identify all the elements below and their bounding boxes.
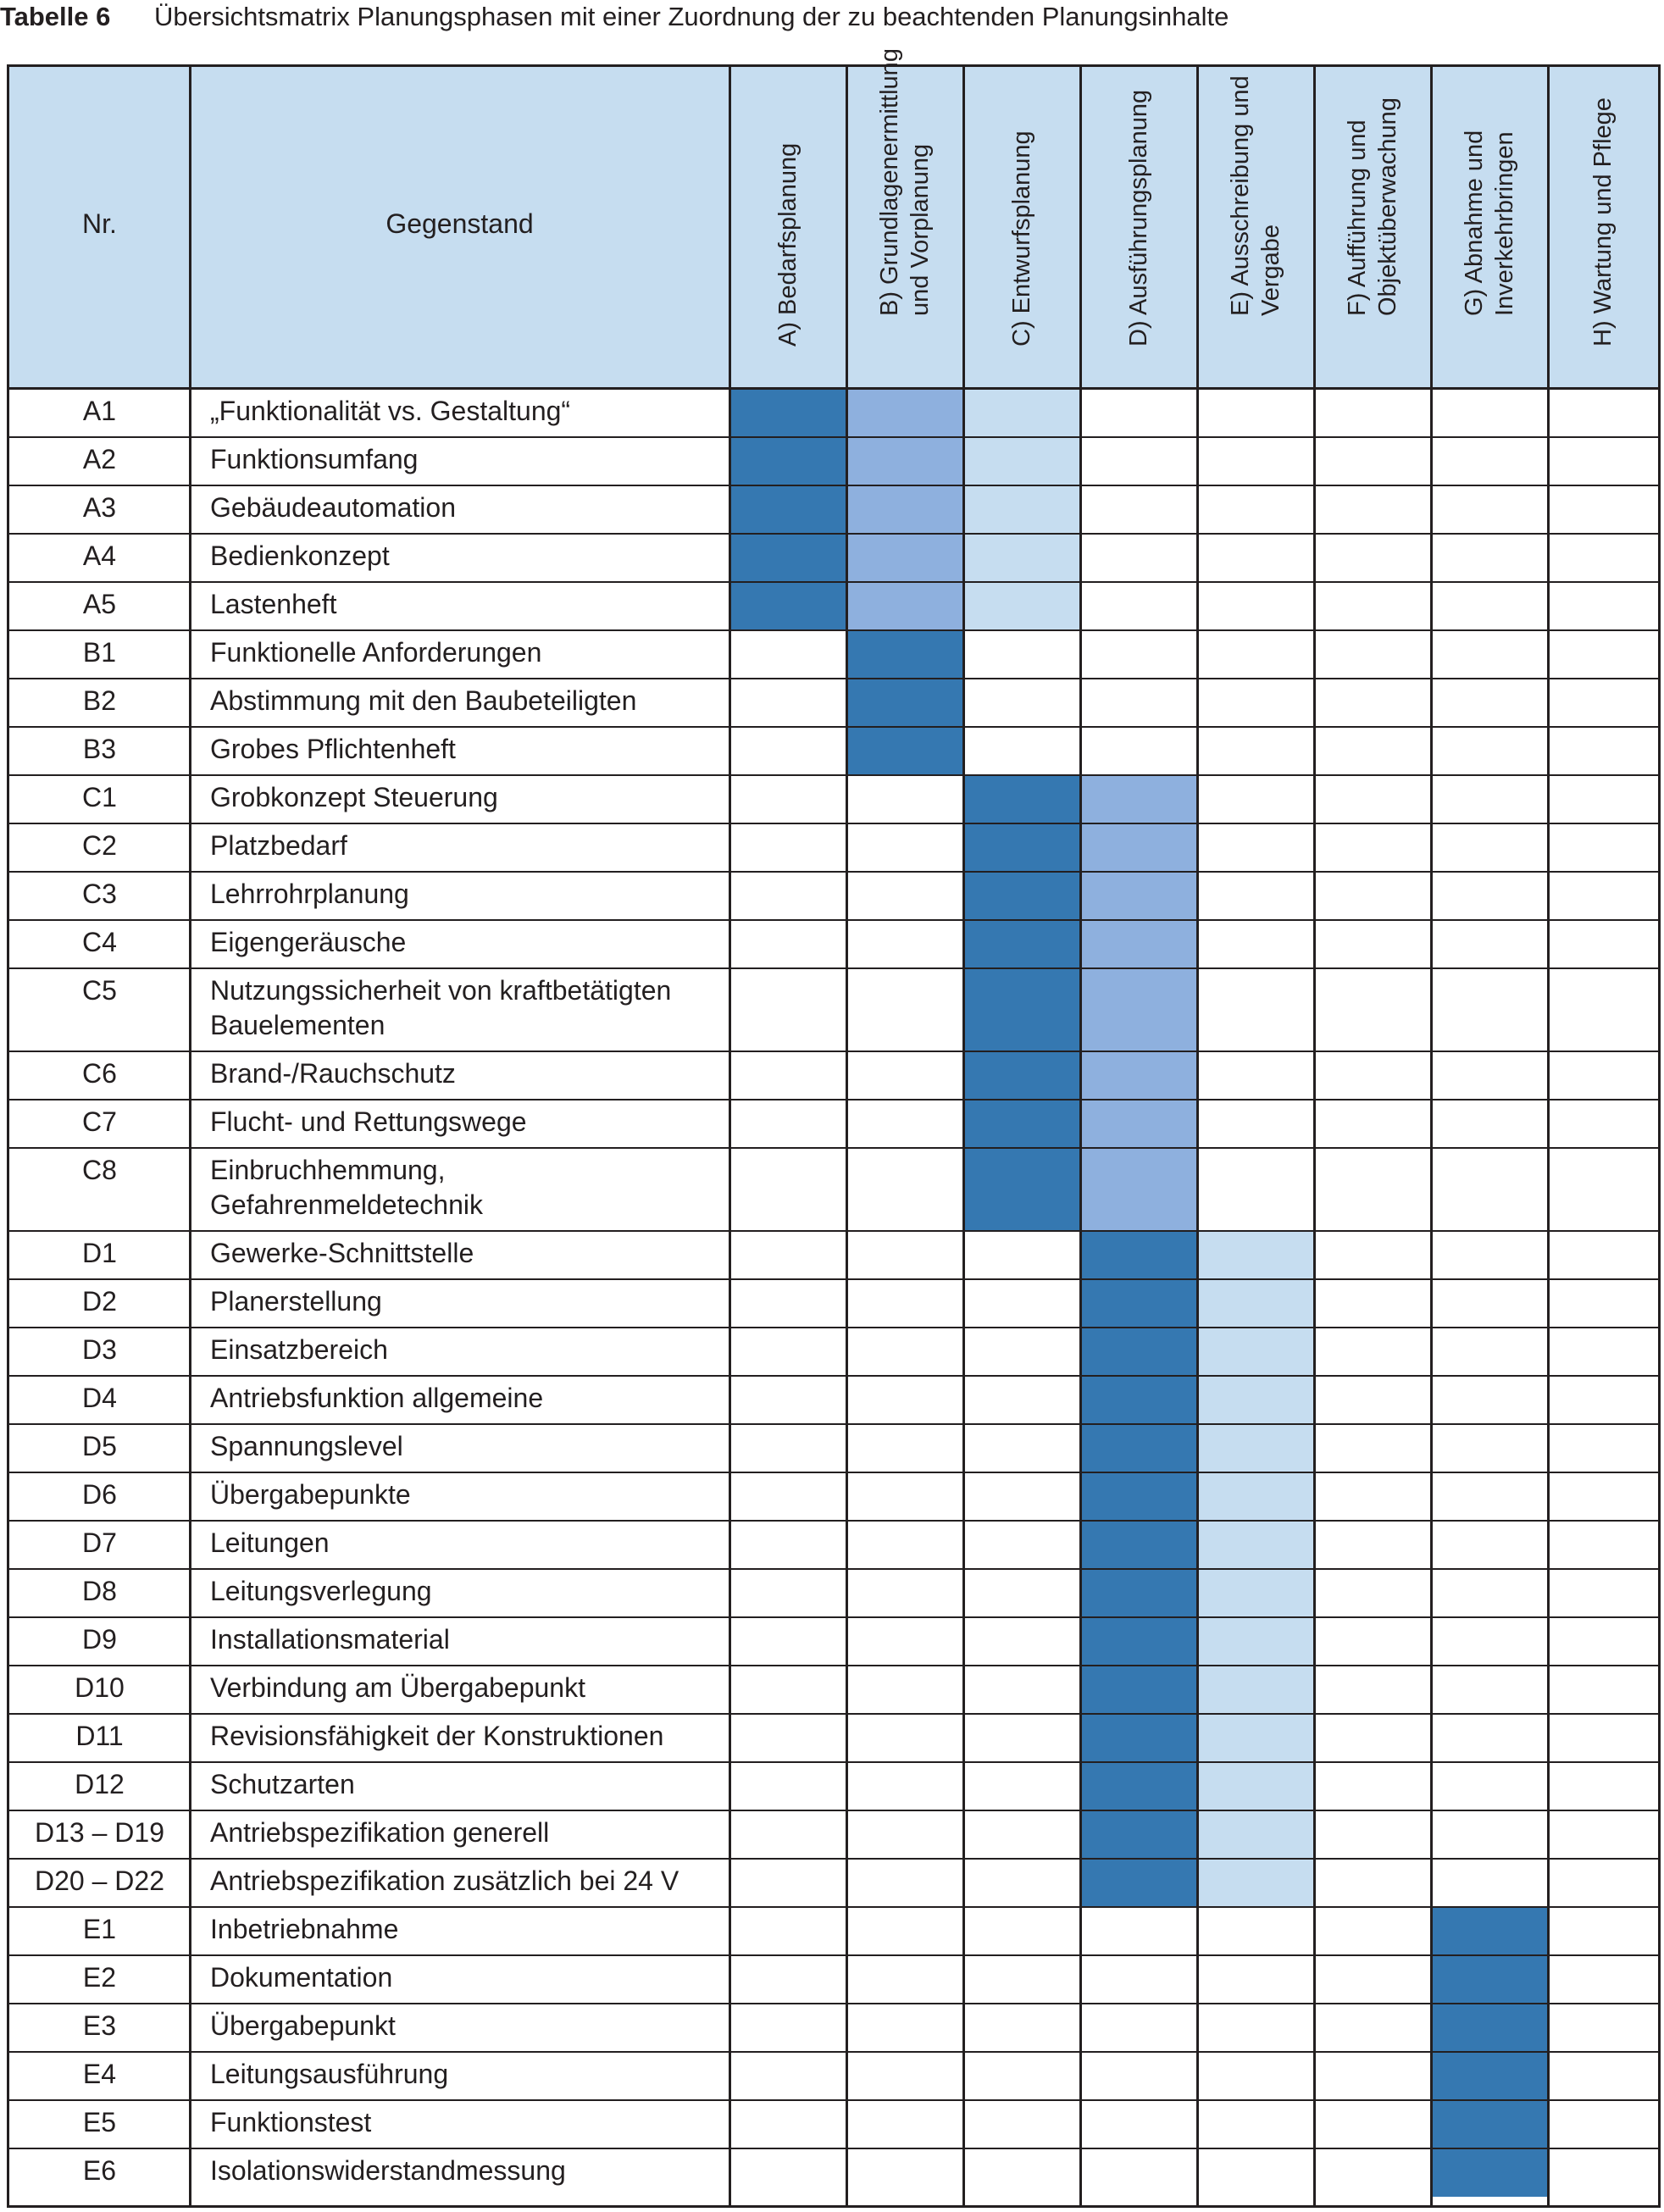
row-gegenstand	[210, 1719, 663, 1754]
phase-cell-strong	[1080, 1762, 1197, 1810]
table-row	[9, 1472, 1658, 1521]
row-gegenstand	[210, 1105, 527, 1139]
header-gegenstand-cell	[190, 67, 729, 389]
phase-cell-strong	[1080, 1617, 1197, 1666]
phase-cell-strong	[1080, 1714, 1197, 1762]
phase-cell-medium	[1080, 823, 1197, 872]
table-row	[9, 2052, 1658, 2100]
row-gegenstand-line: Einsatzbereich	[210, 1334, 388, 1365]
phase-cell-medium	[846, 437, 963, 485]
header-phase-line: Objektüberwachung	[1374, 97, 1401, 316]
table-row	[9, 1569, 1658, 1617]
phase-cell-strong	[1080, 1810, 1197, 1859]
row-gegenstand-line: Dokumentation	[210, 1962, 393, 1993]
row-nr: D6	[82, 1479, 117, 1510]
phase-cell-light	[1197, 1859, 1314, 1907]
row-nr: D7	[82, 1527, 117, 1558]
phase-cell-strong	[729, 582, 846, 630]
table-row	[9, 1859, 1658, 1907]
table-row	[9, 1051, 1658, 1100]
row-gegenstand-line: Inbetriebnahme	[210, 1914, 399, 1944]
header-phase-g	[1431, 67, 1548, 389]
row-divider	[9, 1954, 1658, 1956]
row-gegenstand-line: Leitungen	[210, 1527, 330, 1558]
row-gegenstand	[210, 877, 409, 912]
row-gegenstand	[210, 1960, 392, 1995]
phase-cell-medium	[846, 534, 963, 582]
row-nr: D5	[82, 1431, 117, 1461]
row-gegenstand	[210, 1284, 382, 1319]
column-divider	[1430, 67, 1433, 2205]
table-row	[9, 2100, 1658, 2148]
phase-cell-strong	[1431, 2004, 1548, 2052]
row-gegenstand-line: Platzbedarf	[210, 830, 347, 861]
row-gegenstand-line: Grobes Pflichtenheft	[210, 734, 456, 764]
header-nr-label: Nr.	[82, 208, 117, 239]
row-nr: E5	[82, 2107, 117, 2137]
row-divider	[9, 2003, 1658, 2004]
row-divider	[9, 967, 1658, 969]
header-phase-f	[1314, 67, 1431, 389]
header-phase-b	[846, 48, 963, 389]
row-gegenstand	[210, 442, 418, 477]
phase-cell-strong	[846, 679, 963, 727]
row-nr: E2	[82, 1962, 117, 1993]
phase-cell-strong	[1431, 2100, 1548, 2148]
row-nr: A5	[82, 589, 117, 619]
row-gegenstand-line: Funktionstest	[210, 2107, 372, 2137]
table-row	[9, 389, 1658, 437]
row-gegenstand-line: Verbindung am Übergabepunkt	[210, 1672, 585, 1703]
phase-cell-strong	[963, 1148, 1080, 1231]
header-phase-label	[1225, 75, 1286, 316]
column-divider	[1196, 67, 1199, 2205]
row-gegenstand	[210, 732, 456, 767]
table-row	[9, 630, 1658, 679]
header-phase-line: D) Ausführungsplanung	[1125, 89, 1152, 346]
row-divider	[9, 1810, 1658, 1811]
row-divider	[9, 581, 1658, 583]
row-gegenstand	[210, 973, 671, 1043]
header-nr-cell	[9, 67, 190, 389]
header-divider	[9, 387, 1658, 390]
header-gegenstand-label: Gegenstand	[385, 208, 534, 239]
header-phase-label	[874, 48, 935, 316]
column-divider	[962, 67, 965, 2205]
row-nr: B3	[82, 734, 117, 764]
row-gegenstand	[210, 1477, 411, 1512]
header-phase-label	[773, 143, 803, 346]
row-divider	[9, 823, 1658, 824]
phase-cell-light	[1197, 1424, 1314, 1472]
header-phase-a	[729, 67, 846, 389]
phase-cell-strong	[963, 1100, 1080, 1148]
phase-cell-strong	[1080, 1569, 1197, 1617]
row-nr: D4	[82, 1383, 117, 1413]
row-divider	[9, 678, 1658, 679]
row-gegenstand-line: Abstimmung mit den Baubeteiligten	[210, 685, 637, 716]
phase-cell-medium	[1080, 775, 1197, 823]
row-divider	[9, 436, 1658, 438]
phase-cell-strong	[729, 437, 846, 485]
phase-cell-light	[963, 582, 1080, 630]
table-row	[9, 1328, 1658, 1376]
phase-cell-medium	[1080, 968, 1197, 1051]
row-divider	[9, 1423, 1658, 1425]
row-gegenstand	[210, 394, 570, 429]
phase-cell-light	[1197, 1231, 1314, 1279]
table-title: Übersichtsmatrix Planungsphasen mit einer Zuordnung der zu beachtenden Planungsinhalte	[154, 2, 1229, 31]
phase-cell-medium	[846, 582, 963, 630]
table-row	[9, 582, 1658, 630]
phase-cell-medium	[1080, 920, 1197, 968]
table-label: Tabelle 6	[0, 2, 111, 31]
row-nr: A4	[82, 541, 117, 571]
row-divider	[9, 2051, 1658, 2053]
phase-cell-strong	[1080, 1231, 1197, 1279]
row-nr: D11	[75, 1721, 124, 1751]
row-gegenstand	[210, 1574, 432, 1609]
row-gegenstand-line: Bauelementen	[210, 1010, 385, 1040]
row-gegenstand	[210, 635, 541, 670]
phase-cell-strong	[729, 534, 846, 582]
row-gegenstand-line: Gebäudeautomation	[210, 492, 456, 523]
phase-cell-medium	[846, 389, 963, 437]
row-gegenstand	[210, 1671, 585, 1705]
row-gegenstand-line: Gefahrenmeldetechnik	[210, 1189, 483, 1220]
row-gegenstand-line: Funktionelle Anforderungen	[210, 637, 542, 668]
phase-cell-strong	[1431, 1955, 1548, 2004]
row-nr: C8	[82, 1155, 117, 1185]
phase-cell-strong	[963, 872, 1080, 920]
row-divider	[9, 533, 1658, 535]
row-nr: B1	[82, 637, 117, 668]
column-divider	[846, 67, 848, 2205]
row-divider	[9, 1520, 1658, 1522]
table-row	[9, 679, 1658, 727]
table-row	[9, 437, 1658, 485]
row-gegenstand	[210, 587, 336, 622]
column-divider	[1079, 67, 1082, 2205]
row-nr: C3	[82, 879, 117, 909]
row-divider	[9, 726, 1658, 728]
table-row	[9, 727, 1658, 775]
row-nr: D1	[82, 1238, 117, 1268]
phase-cell-strong	[846, 630, 963, 679]
table-row	[9, 485, 1658, 534]
table-row	[9, 1617, 1658, 1666]
phase-cell-light	[1197, 1762, 1314, 1810]
row-divider	[9, 1906, 1658, 1908]
row-divider	[9, 1278, 1658, 1280]
phase-cell-strong	[1431, 2052, 1548, 2100]
phase-cell-strong	[1080, 1666, 1197, 1714]
row-gegenstand-line: Leitungsverlegung	[210, 1576, 432, 1606]
header-phase-line: H) Wartung und Pflege	[1589, 97, 1617, 346]
phase-cell-strong	[963, 968, 1080, 1051]
row-gegenstand-line: Antriebsfunktion allgemeine	[210, 1383, 544, 1413]
row-gegenstand-line: Lastenheft	[210, 589, 337, 619]
row-gegenstand	[210, 2154, 566, 2188]
row-divider	[9, 919, 1658, 921]
phase-cell-strong	[1080, 1472, 1197, 1521]
phase-cell-light	[1197, 1569, 1314, 1617]
row-nr: D13 – D19	[35, 1817, 164, 1848]
row-gegenstand	[210, 1912, 398, 1947]
header-phase-line: G) Abnahme und	[1461, 130, 1488, 316]
row-nr: E3	[82, 2010, 117, 2041]
row-nr: A1	[82, 396, 117, 426]
row-gegenstand-line: Grobkonzept Steuerung	[210, 782, 498, 812]
column-divider	[189, 67, 191, 2205]
table-caption	[0, 0, 1664, 34]
table-row	[9, 1955, 1658, 2004]
row-nr: C2	[82, 830, 117, 861]
row-divider	[9, 1375, 1658, 1377]
header-phase-line: Inverkehrbringen	[1491, 131, 1518, 316]
row-nr: E4	[82, 2059, 117, 2089]
phase-cell-strong	[729, 485, 846, 534]
row-nr: D8	[82, 1576, 117, 1606]
row-nr: D2	[82, 1286, 117, 1317]
row-gegenstand	[210, 491, 456, 525]
phase-cell-light	[1197, 1714, 1314, 1762]
row-divider	[9, 485, 1658, 486]
row-gegenstand-line: Brand-/Rauchschutz	[210, 1058, 456, 1089]
row-gegenstand-line: Isolationswiderstandmessung	[210, 2155, 566, 2186]
row-gegenstand	[210, 539, 390, 574]
row-gegenstand	[210, 1526, 330, 1561]
row-divider	[9, 2148, 1658, 2149]
phase-cell-medium	[1080, 1148, 1197, 1231]
row-divider	[9, 1099, 1658, 1100]
row-divider	[9, 1665, 1658, 1666]
row-gegenstand	[210, 1767, 355, 1802]
header-phase-c	[963, 67, 1080, 389]
row-gegenstand-line: Funktionsumfang	[210, 444, 419, 474]
header-phase-label	[1459, 130, 1520, 316]
row-gegenstand	[210, 1622, 450, 1657]
phase-cell-light	[1197, 1279, 1314, 1328]
phase-cell-strong	[1431, 2148, 1548, 2197]
row-gegenstand	[210, 2009, 396, 2043]
phase-cell-strong	[963, 775, 1080, 823]
row-gegenstand-line: Revisionsfähigkeit der Konstruktionen	[210, 1721, 664, 1751]
row-gegenstand-line: Antriebspezifikation generell	[210, 1817, 550, 1848]
row-gegenstand	[210, 1333, 388, 1367]
row-gegenstand	[210, 1056, 456, 1091]
row-gegenstand	[210, 2105, 371, 2140]
phase-cell-light	[1197, 1376, 1314, 1424]
planning-matrix-table	[7, 48, 1661, 2208]
row-divider	[9, 774, 1658, 776]
row-divider	[9, 1051, 1658, 1052]
header-phase-line: A) Bedarfsplanung	[774, 142, 801, 346]
row-gegenstand	[210, 684, 636, 718]
row-gegenstand-line: Flucht- und Rettungswege	[210, 1106, 527, 1137]
phase-cell-light	[963, 485, 1080, 534]
header-phase-d	[1080, 67, 1197, 389]
phase-cell-strong	[963, 823, 1080, 872]
row-gegenstand	[210, 1381, 543, 1416]
row-divider	[9, 629, 1658, 631]
row-gegenstand	[210, 780, 498, 815]
header-phase-label	[1123, 90, 1154, 346]
phase-cell-light	[1197, 1521, 1314, 1569]
table-row	[9, 1762, 1658, 1810]
row-nr: A2	[82, 444, 117, 474]
row-gegenstand	[210, 1429, 403, 1464]
row-nr: C6	[82, 1058, 117, 1089]
phase-cell-strong	[846, 727, 963, 775]
phase-cell-medium	[846, 485, 963, 534]
header-phase-label	[1588, 97, 1618, 346]
row-nr: D9	[82, 1624, 117, 1655]
phase-cell-strong	[1080, 1859, 1197, 1907]
header-phase-line: C) Entwurfsplanung	[1008, 130, 1035, 346]
table-row	[9, 1100, 1658, 1148]
row-gegenstand-line: Übergabepunkte	[210, 1479, 411, 1510]
row-gegenstand-line: Einbruchhemmung,	[210, 1155, 446, 1185]
table-row	[9, 968, 1658, 1051]
row-divider	[9, 1327, 1658, 1328]
table-row	[9, 1666, 1658, 1714]
row-gegenstand	[210, 1153, 483, 1222]
table-row	[9, 872, 1658, 920]
header-phase-label	[1342, 97, 1403, 316]
row-nr: C7	[82, 1106, 117, 1137]
table-row	[9, 1376, 1658, 1424]
row-divider	[9, 1147, 1658, 1149]
row-gegenstand	[210, 1816, 549, 1850]
phase-cell-light	[963, 437, 1080, 485]
phase-cell-strong	[1080, 1328, 1197, 1376]
row-nr: B2	[82, 685, 117, 716]
header-phase-line: F) Aufführung und	[1344, 119, 1371, 316]
table-row	[9, 1231, 1658, 1279]
phase-cell-medium	[1080, 1051, 1197, 1100]
phase-cell-strong	[963, 920, 1080, 968]
column-divider	[1313, 67, 1316, 2205]
row-divider	[9, 1568, 1658, 1570]
phase-cell-light	[963, 534, 1080, 582]
row-nr: A3	[82, 492, 117, 523]
header-phase-h	[1548, 67, 1658, 389]
phase-cell-strong	[1080, 1279, 1197, 1328]
row-gegenstand-line: Spannungslevel	[210, 1431, 403, 1461]
table-row	[9, 920, 1658, 968]
header-phase-line: E) Ausschreibung und	[1227, 75, 1254, 316]
row-nr: C5	[82, 975, 117, 1006]
row-gegenstand-line: Bedienkonzept	[210, 541, 390, 571]
row-nr: C4	[82, 927, 117, 957]
header-phase-e	[1197, 67, 1314, 389]
row-nr: D10	[75, 1672, 125, 1703]
table-row	[9, 1279, 1658, 1328]
row-gegenstand-line: Lehrrohrplanung	[210, 879, 409, 909]
table-row	[9, 1907, 1658, 1955]
header-phase-label	[1007, 130, 1037, 346]
row-gegenstand-line: Leitungsausführung	[210, 2059, 449, 2089]
table-row	[9, 1810, 1658, 1859]
row-gegenstand-line: Übergabepunkt	[210, 2010, 396, 2041]
row-divider	[9, 1761, 1658, 1763]
row-gegenstand	[210, 2057, 448, 2092]
header-phase-line: Vergabe	[1257, 224, 1284, 316]
phase-cell-strong	[1431, 1907, 1548, 1955]
phase-cell-medium	[1080, 1100, 1197, 1148]
table-row	[9, 2148, 1658, 2197]
column-divider	[729, 67, 731, 2205]
row-gegenstand	[210, 829, 347, 863]
phase-cell-light	[963, 389, 1080, 437]
table-row	[9, 534, 1658, 582]
row-nr: C1	[82, 782, 117, 812]
table-row	[9, 1714, 1658, 1762]
table-row	[9, 823, 1658, 872]
row-divider	[9, 1713, 1658, 1715]
phase-cell-light	[1197, 1810, 1314, 1859]
row-nr: E6	[82, 2155, 117, 2186]
row-gegenstand-line: Gewerke-Schnittstelle	[210, 1238, 474, 1268]
row-divider	[9, 1616, 1658, 1618]
table-row	[9, 1148, 1658, 1231]
row-gegenstand-line: Planerstellung	[210, 1286, 382, 1317]
row-gegenstand-line: „Funktionalität vs. Gestaltung“	[210, 396, 571, 426]
row-gegenstand	[210, 925, 406, 960]
phase-cell-strong	[963, 1051, 1080, 1100]
row-gegenstand-line: Nutzungssicherheit von kraftbetätigten	[210, 975, 672, 1006]
phase-cell-strong	[1080, 1424, 1197, 1472]
row-divider	[9, 1858, 1658, 1860]
table-row	[9, 1521, 1658, 1569]
row-nr: D3	[82, 1334, 117, 1365]
row-gegenstand-line: Installationsmaterial	[210, 1624, 450, 1655]
row-divider	[9, 871, 1658, 873]
phase-cell-strong	[729, 389, 846, 437]
phase-cell-strong	[1080, 1376, 1197, 1424]
row-nr: E1	[82, 1914, 117, 1944]
table-row	[9, 1424, 1658, 1472]
row-divider	[9, 1230, 1658, 1232]
row-gegenstand	[210, 1236, 474, 1271]
column-divider	[1547, 67, 1550, 2205]
phase-cell-medium	[1080, 872, 1197, 920]
phase-cell-light	[1197, 1617, 1314, 1666]
phase-cell-strong	[1080, 1521, 1197, 1569]
row-nr: D12	[75, 1769, 125, 1799]
row-gegenstand	[210, 1864, 679, 1899]
table-row	[9, 775, 1658, 823]
row-nr: D20 – D22	[35, 1866, 164, 1896]
phase-cell-light	[1197, 1666, 1314, 1714]
row-divider	[9, 1472, 1658, 1473]
row-gegenstand-line: Eigengeräusche	[210, 927, 407, 957]
header-phase-line: B) Grundlagenermittlung	[876, 48, 903, 316]
row-gegenstand-line: Antriebspezifikation zusätzlich bei 24 V	[210, 1866, 679, 1896]
header-phase-line: und Vorplanung	[907, 143, 934, 316]
table-row	[9, 2004, 1658, 2052]
row-gegenstand-line: Schutzarten	[210, 1769, 355, 1799]
phase-cell-light	[1197, 1328, 1314, 1376]
row-divider	[9, 2099, 1658, 2101]
phase-cell-light	[1197, 1472, 1314, 1521]
